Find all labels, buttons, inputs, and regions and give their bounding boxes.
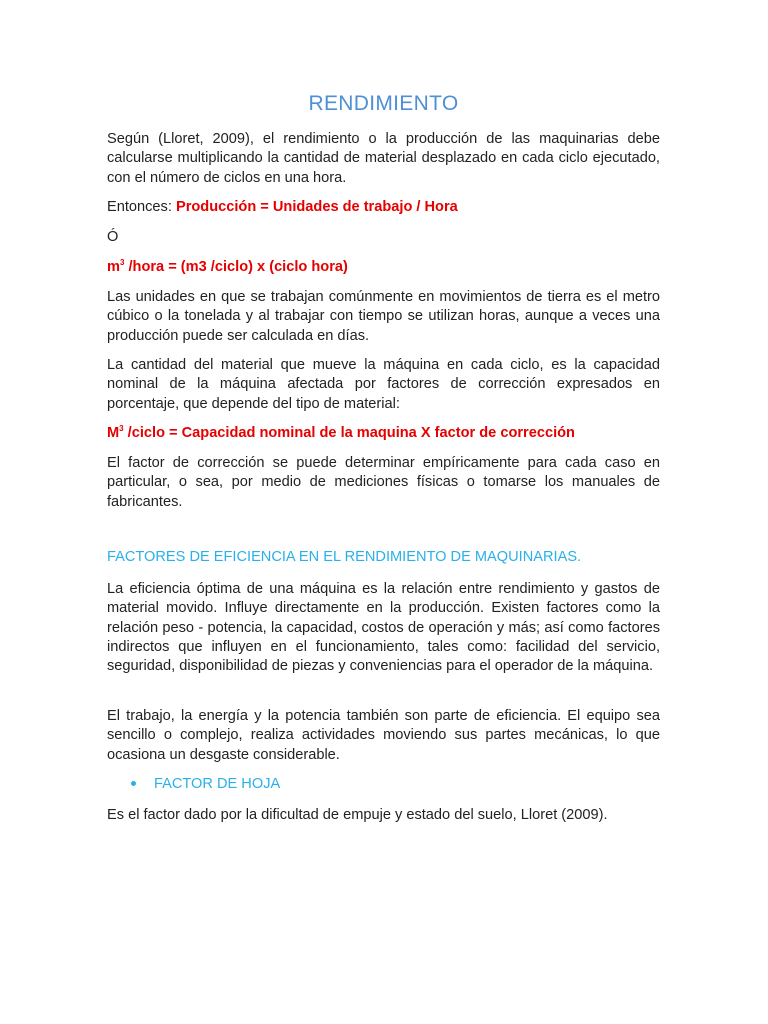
trabajo-paragraph: El trabajo, la energía y la potencia también son parte de eficiencia. El equipo sea sencillo o complejo, realiza actividades moviendo sus partes mecánicas, lo que ocasiona un desgaste considerable.	[107, 708, 660, 763]
formula-m3-hora	[107, 258, 660, 277]
cantidad-paragraph: La cantidad del material que mueve la máquina en cada ciclo, es la capacidad nominal de la máquina afectada por factores de corrección expresados en porcentaje, que depende del tipo de material:	[107, 357, 660, 412]
o-line: Ó	[107, 229, 119, 245]
bullet-factor-hoja-label: FACTOR DE HOJA	[154, 776, 281, 792]
section-heading-factores: FACTORES DE EFICIENCIA EN EL RENDIMIENTO DE MAQUINARIAS.	[107, 549, 582, 565]
intro-paragraph: Según (Lloret, 2009), el rendimiento o la producción de las maquinarias debe calcularse multiplicando la cantidad de material desplazado en cada ciclo ejecutado, con el número de ciclos en una hora.	[107, 131, 660, 186]
entonces-prefix: Entonces:	[107, 199, 176, 215]
bullet-dot-icon	[131, 781, 136, 786]
factor-paragraph: El factor de corrección se puede determinar empíricamente para cada caso en particular, o sea, por medio de mediciones físicas o tomarse los manuales de fabricantes.	[107, 455, 660, 510]
formula-produccion: Producción = Unidades de trabajo / Hora	[175, 199, 458, 215]
units-paragraph: Las unidades en que se trabajan comúnmente en movimientos de tierra es el metro cúbico o la tonelada y al trabajar con tiempo se utilizan horas, aunque a veces una producción puede ser calculada en días.	[107, 289, 660, 344]
formula3-base: M	[107, 425, 120, 441]
formula3-superscript: 3	[119, 424, 124, 433]
formula2-rest: /hora = (m3 /ciclo) x (ciclo hora)	[124, 259, 348, 275]
formula2-superscript: 3	[119, 258, 125, 267]
page-title: RENDIMIENTO	[308, 92, 459, 115]
formula-m3-ciclo	[107, 424, 660, 443]
hoja-paragraph: Es el factor dado por la dificultad de empuje y estado del suelo, Lloret (2009).	[107, 807, 608, 823]
formula3-rest: /ciclo = Capacidad nominal de la maquina X factor de corrección	[123, 425, 575, 441]
eficiencia-paragraph: La eficiencia óptima de una máquina es la relación entre rendimiento y gastos de material movido. Influye directamente en la producción. Existen factores como la relación peso - potencia, la capacidad, costos de operación y más; así como factores indirectos que influyen en el funcionamiento, tales como: facilidad del servicio, seguridad, disponibilidad de piezas y conveniencias para el operador de la máquina.	[107, 581, 660, 675]
entonces-line	[107, 198, 660, 217]
bullet-factor-hoja	[131, 776, 280, 792]
formula2-base: m	[107, 259, 120, 275]
